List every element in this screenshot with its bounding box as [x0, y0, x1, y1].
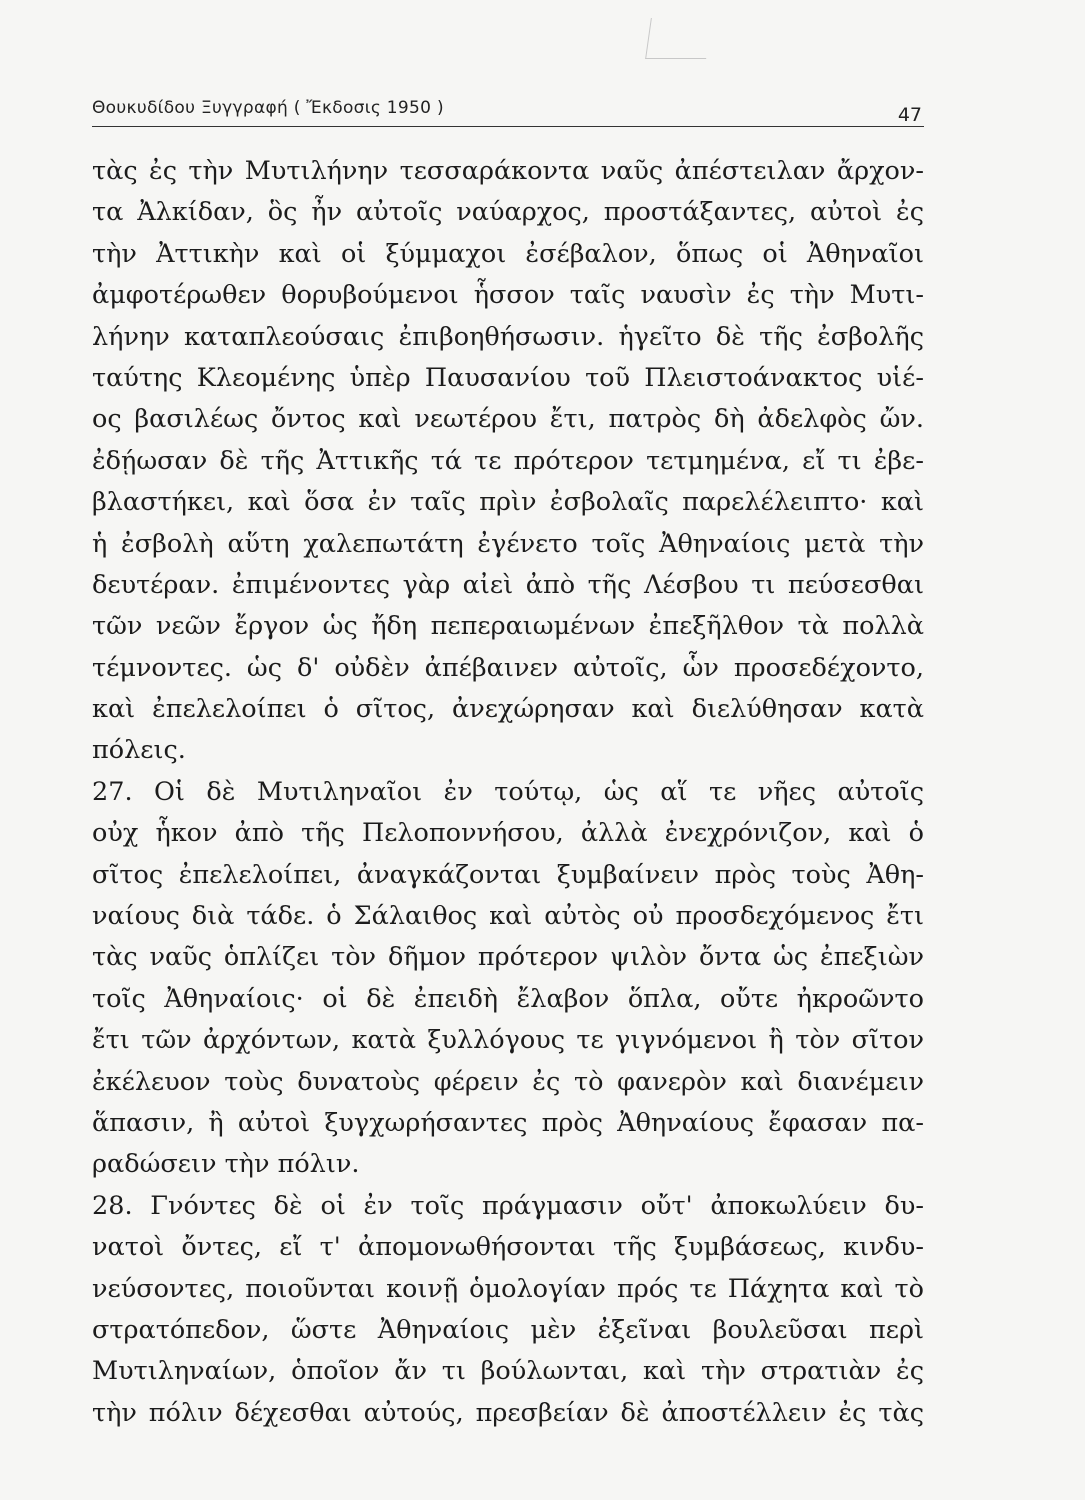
text-line: ἡ ἐσβολὴ αὕτη χαλεπωτάτη ἐγένετο τοῖς Ἀθηναίοις μετὰ τὴν [92, 528, 924, 559]
text-line: Μυτιληναίων, ὁποῖον ἄν τι βούλωνται, καὶ τὴν στρατιὰν ἐς [92, 1356, 924, 1387]
text-line: ναίους διὰ τάδε. ὁ Σάλαιθος καὶ αὐτὸς οὐ προσδεχόμενος ἔτι [92, 901, 924, 932]
text-line: καὶ ἐπελελοίπει ὁ σῖτος, ἀνεχώρησαν καὶ διελύθησαν κατὰ [92, 694, 924, 725]
text-line: τέμνοντες. ὡς δ' οὐδὲν ἀπέβαινεν αὐτοῖς, ὧν προσεδέχοντο, [92, 652, 924, 683]
text-line: ἔτι τῶν ἀρχόντων, κατὰ ξυλλόγους τε γιγνόμενοι ἢ τὸν σῖτον [92, 1025, 924, 1056]
text-line: τὴν πόλιν δέχεσθαι αὐτούς, πρεσβείαν δὲ ἀποστέλλειν ἐς τὰς [92, 1397, 924, 1428]
running-header [92, 96, 924, 127]
text-line: τα Ἀλκίδαν, ὃς ἦν αὐτοῖς ναύαρχος, προστάξαντες, αὐτοὶ ἐς [92, 197, 924, 228]
text-line-section-28: 28. Γνόντες δὲ οἱ ἐν τοῖς πράγμασιν οὔτ' ἀποκωλύειν δυ- [92, 1190, 924, 1221]
text-line: ταύτης Κλεομένης ὑπὲρ Παυσανίου τοῦ Πλειστοάνακτος υἱέ- [92, 362, 924, 393]
text-line-section-27: 27. Οἱ δὲ Μυτιληναῖοι ἐν τούτῳ, ὡς αἵ τε νῆες αὐτοῖς [92, 776, 924, 807]
text-line-paragraph-end: ραδώσειν τὴν πόλιν. [92, 1149, 360, 1180]
text-line: δευτέραν. ἐπιμένοντες γὰρ αἰεὶ ἀπὸ τῆς Λέσβου τι πεύσεσθαι [92, 569, 924, 600]
corner-pencil-mark [645, 18, 712, 59]
body-text [92, 151, 924, 1434]
text-line: ἐκέλευον τοὺς δυνατοὺς φέρειν ἐς τὸ φανερὸν καὶ διανέμειν [92, 1066, 924, 1097]
page-number: 47 [897, 104, 922, 126]
text-line: σῖτος ἐπελελοίπει, ἀναγκάζονται ξυμβαίνειν πρὸς τοὺς Ἀθη- [92, 859, 924, 890]
text-line: ἅπασιν, ἢ αὐτοὶ ξυγχωρήσαντες πρὸς Ἀθηναίους ἔφασαν πα- [92, 1107, 924, 1138]
text-line: τὰς ἐς τὴν Μυτιλήνην τεσσαράκοντα ναῦς ἀπέστειλαν ἄρχον- [92, 156, 924, 186]
text-line: βλαστήκει, καὶ ὅσα ἐν ταῖς πρὶν ἐσβολαῖς παρελέλειπτο· καὶ [92, 487, 924, 518]
text-line: τοῖς Ἀθηναίοις· οἱ δὲ ἐπειδὴ ἔλαβον ὅπλα, οὔτε ἠκροῶντο [92, 983, 924, 1014]
text-line: ος βασιλέως ὄντος καὶ νεωτέρου ἔτι, πατρὸς δὴ ἀδελφὸς ὤν. [92, 404, 924, 435]
running-title: Θουκυδίδου Ξυγγραφή ( Ἔκδοσις 1950 ) [92, 98, 444, 118]
text-line: στρατόπεδον, ὥστε Ἀθηναίοις μὲν ἐξεῖναι βουλεῦσαι περὶ [92, 1314, 924, 1345]
text-line: οὐχ ἧκον ἀπὸ τῆς Πελοποννήσου, ἀλλὰ ἐνεχρόνιζον, καὶ ὁ [92, 818, 924, 849]
text-line: νεύσοντες, ποιοῦνται κοινῇ ὁμολογίαν πρός τε Πάχητα καὶ τὸ [92, 1273, 924, 1304]
text-line: ἐδῄωσαν δὲ τῆς Ἀττικῆς τά τε πρότερον τετμημένα, εἴ τι ἐβε- [92, 445, 924, 476]
text-line: ἀμφοτέρωθεν θορυβούμενοι ἧσσον ταῖς ναυσὶν ἐς τὴν Μυτι- [92, 280, 924, 311]
text-line: τὰς ναῦς ὁπλίζει τὸν δῆμον πρότερον ψιλὸν ὄντα ὡς ἐπεξιὼν [92, 942, 924, 973]
text-line-paragraph-end: πόλεις. [92, 735, 186, 766]
text-line: νατοὶ ὄντες, εἴ τ' ἀπομονωθήσονται τῆς ξυμβάσεως, κινδυ- [92, 1232, 924, 1263]
text-line: τῶν νεῶν ἔργον ὡς ἤδη πεπεραιωμένων ἐπεξῆλθον τὰ πολλὰ [92, 611, 924, 642]
text-line: λήνην καταπλεούσαις ἐπιβοηθήσωσιν. ἡγεῖτο δὲ τῆς ἐσβολῆς [92, 321, 924, 352]
text-line: τὴν Ἀττικὴν καὶ οἱ ξύμμαχοι ἐσέβαλον, ὅπως οἱ Ἀθηναῖοι [92, 238, 924, 269]
